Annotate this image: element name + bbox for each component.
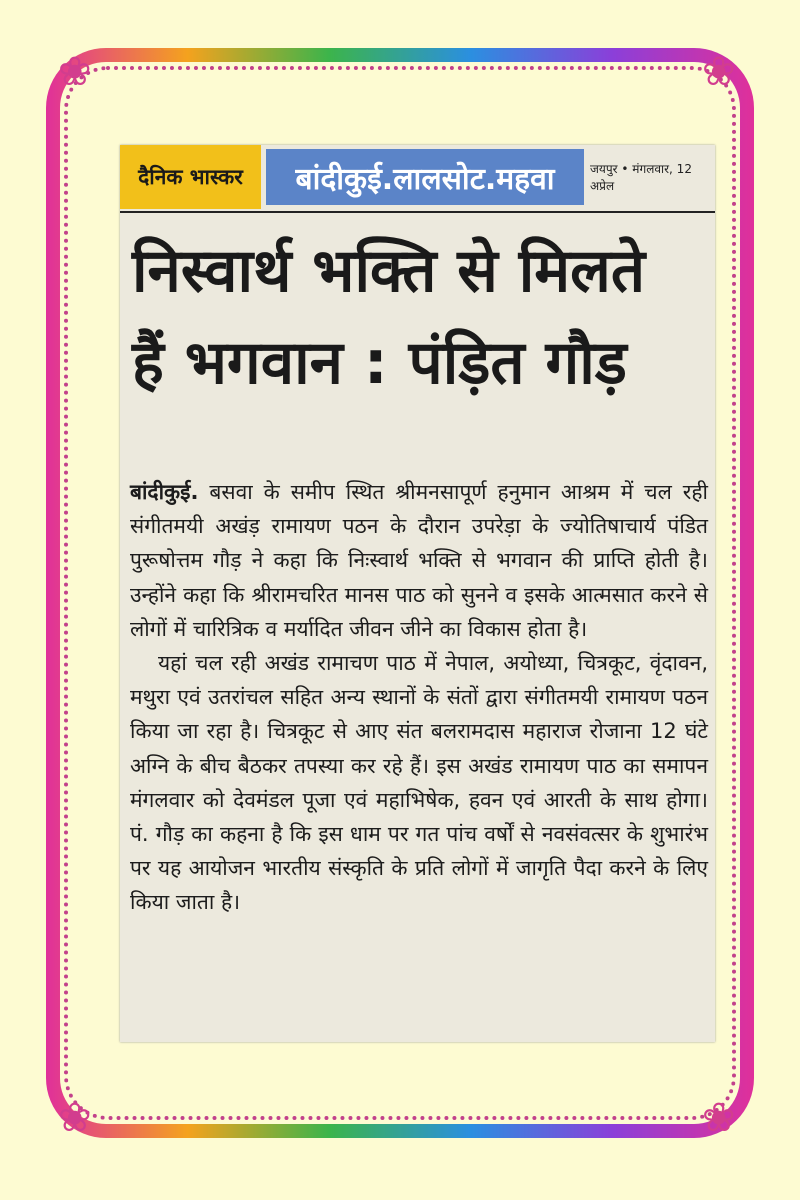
masthead — [120, 145, 715, 209]
divider — [120, 211, 715, 213]
edition-title: बांदीकुई.लालसोट.महवा — [266, 149, 584, 205]
floral-ornament-icon: ❀ — [702, 1095, 736, 1141]
headline-line-2: हैं भगवान : पंड़ित गौड़ — [132, 328, 627, 398]
dateline: जयपुर • मंगलवार, 12 अप्रेल — [590, 162, 692, 193]
lead-place: बांदीकुई. — [130, 480, 199, 504]
paragraph-1-text: बसवा के समीप स्थित श्रीमनसापूर्ण हनुमान आश्रम में चल रही संगीतमयी अखंड़ रामायण पठन के दौरान उपरेड़ा के ज्योतिषाचार्य पंडित पुरूषोत्तम गौड़ ने कहा कि निःस्वार्थ भक्ति से भगवान की प्राप्ति होती है। उन्होंने कहा कि श्रीरामचरित मानस पाठ को सुनने व इसके आत्मसात करने से लोगों में चारित्रिक व मर्यादित जीवन जीने का विकास होता है। — [130, 480, 708, 641]
newspaper-clipping — [120, 145, 715, 1042]
floral-ornament-icon: ❀ — [58, 1095, 92, 1141]
headline-line-1: निस्वार्थ भक्ति से मिलते — [132, 236, 646, 306]
newspaper-brand: दैनिक भास्कर — [120, 145, 261, 209]
article-body — [130, 475, 708, 920]
paragraph-1 — [130, 475, 708, 646]
floral-ornament-icon: ❀ — [58, 49, 92, 95]
article-headline — [132, 225, 707, 409]
floral-ornament-icon: ❀ — [702, 49, 736, 95]
paragraph-2: यहां चल रही अखंड रामाचण पाठ में नेपाल, अयोध्या, चित्रकूट, वृंदावन, मथुरा एवं उतरांचल सहित अन्य स्थानों के संतों द्वारा संगीतमयी रामायण पठन किया जा रहा है। चित्रकूट से आए संत बलरामदास महाराज रोजाना 12 घंटे अग्नि के बीच बैठकर तपस्या कर रहे हैं। इस अखंड रामायण पाठ का समापन मंगलवार को देवमंडल पूजा एवं महाभिषेक, हवन एवं आरती के साथ होगा। पं. गौड़ का कहना है कि इस धाम पर गत पांच वर्षों से नवसंवत्सर के शुभारंभ पर यह आयोजन भारतीय संस्कृति के प्रति लोगों में जागृति पैदा करने के लिए किया जाता है। — [130, 651, 708, 915]
